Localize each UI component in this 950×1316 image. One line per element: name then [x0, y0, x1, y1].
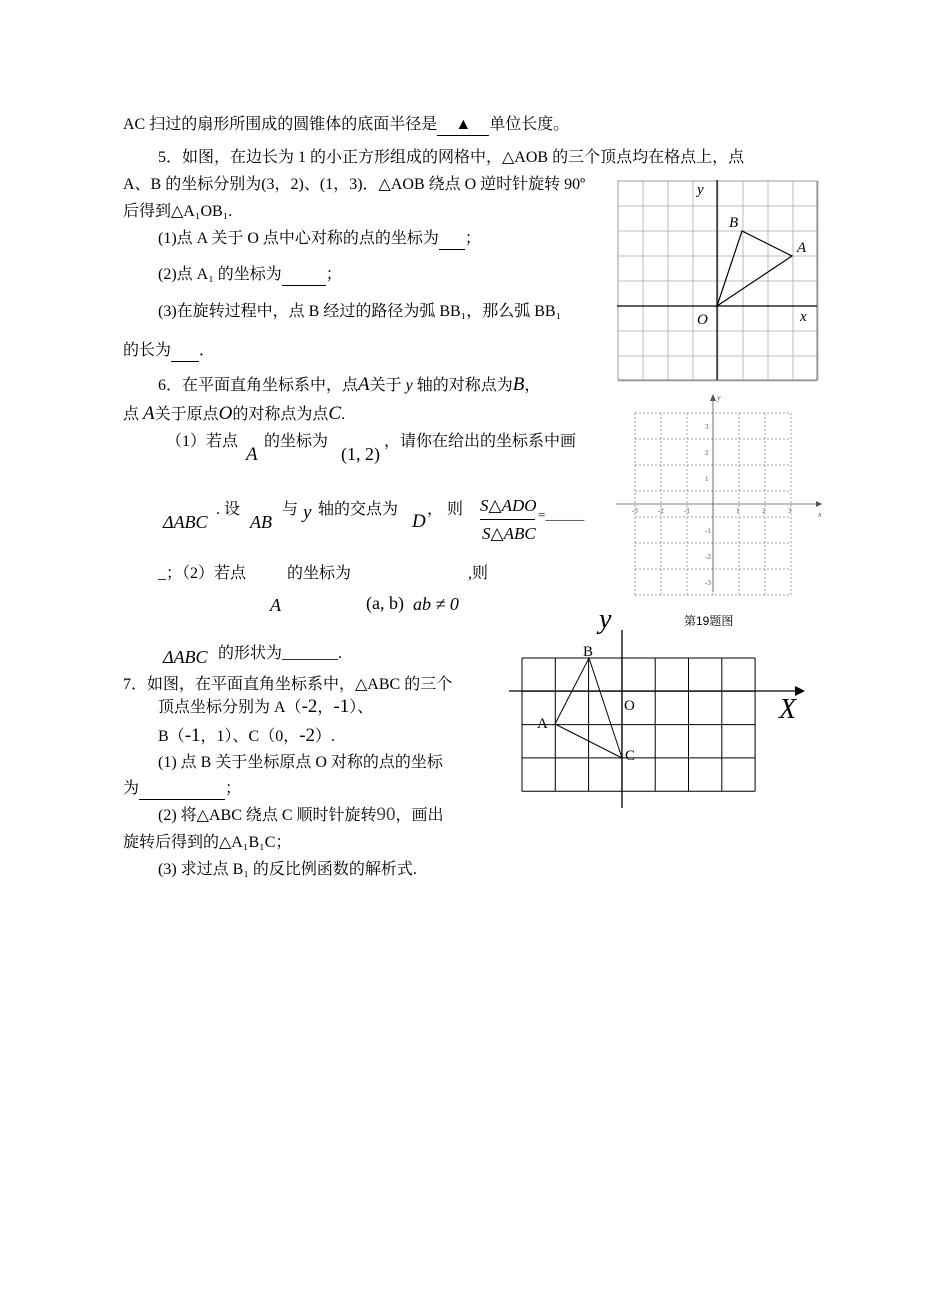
p6-var-O: O — [218, 403, 233, 424]
p6-q2-A: A — [270, 595, 281, 615]
p5-q3b-text: 的长为 — [123, 342, 172, 359]
x-tick-label: 3 — [788, 507, 792, 515]
p5-fig-A: A — [797, 240, 807, 256]
p5-fig-y: y — [697, 182, 704, 198]
p6-l1b: 关于 — [369, 377, 402, 394]
y-tick-label: 1 — [705, 475, 709, 483]
p5-line1: 5．如图，在边长为 1 的小正方形组成的网格中，△AOB 的三个顶点均在格点上，点 — [158, 149, 745, 166]
p6-q1f: 轴的交点为 — [318, 501, 399, 518]
y-tick-label: -3 — [705, 579, 711, 587]
x-tick-label: -2 — [658, 507, 664, 515]
p5-q3: (3)在旋转过程中，点 B 经过的路径为弧 BB₁，那么弧 BB₁ — [158, 303, 562, 320]
p7-fig-A: A — [537, 716, 548, 732]
p7-v1: -2 — [301, 696, 318, 717]
p7-line2 — [158, 697, 373, 718]
p6-q1-A: A — [246, 444, 258, 465]
p5-fig-B: B — [729, 215, 739, 231]
p6-l1d: ， — [524, 377, 541, 394]
p6-caption: 第19题图 — [684, 614, 734, 628]
p7-fig-y: y — [599, 604, 612, 635]
p7-grid-figure — [505, 600, 813, 812]
p7-l3c: ）. — [315, 728, 336, 745]
p6-q2d: 的形状为_______. — [218, 645, 343, 662]
p7-fig-O: O — [624, 698, 635, 714]
p7-line1: 7．如图，在平面直角坐标系中，△ABC 的三个 — [123, 676, 453, 693]
p6-fig-y: y — [717, 393, 721, 402]
p5-q2 — [158, 265, 342, 286]
x-tick-label: 2 — [762, 507, 766, 515]
p7-l3a: B（ — [158, 728, 185, 745]
p7-l2b: ， — [317, 699, 334, 716]
p4-text: AC 扫过的扇形所围成的圆锥体的底面半径是 — [123, 116, 438, 133]
p6-q2c: ,则 — [468, 565, 489, 582]
p7-q2-text: (2) 将△ABC 绕点 C 顺时针旋转 — [158, 807, 377, 824]
p6-AB: AB — [250, 512, 272, 532]
p6-l2b: 关于原点 — [154, 406, 219, 423]
p7-q3: (3) 求过点 B₁ 的反比例函数的解析式. — [158, 861, 417, 878]
p7-fig-C: C — [625, 748, 636, 764]
p6-l2d: . — [341, 406, 346, 423]
p6-frac-bar — [480, 519, 535, 520]
p5-fig-O: O — [697, 312, 708, 328]
p7-fig-B: B — [583, 644, 594, 660]
p5-line2: A、B 的坐标分别为(3，2)、(1，3)．△AOB 绕点 O 逆时针旋转 90º — [123, 176, 586, 193]
p6-coord: (1, 2) — [341, 444, 380, 464]
p6-q1g: ， 则 — [427, 501, 464, 518]
p6-var-C: C — [328, 403, 342, 424]
p4-line — [123, 115, 569, 136]
p6-q1a: （1）若点 — [166, 433, 239, 450]
p4-blank: ▲ — [437, 115, 489, 136]
p6-frac-num: S△ADO — [480, 496, 537, 515]
p6-var-A2: A — [143, 403, 155, 424]
p6-eq: =______ — [538, 507, 585, 522]
p5-grid-figure — [617, 180, 819, 382]
p5-fig-x: x — [800, 309, 807, 325]
p6-l2a: 点 — [123, 406, 140, 423]
p5-q3b-end: ． — [199, 342, 216, 359]
p6-axes-figure — [612, 392, 830, 632]
p5-q2-text: (2)点 A₁ 的坐标为 — [158, 266, 282, 283]
p6-neq: ab ≠ 0 — [413, 594, 459, 614]
y-tick-label: -2 — [705, 553, 711, 561]
y-tick-label: -1 — [705, 527, 711, 535]
p6-q1c: ，请你在给出的坐标系中画 — [384, 433, 577, 450]
p6-fig-x: x — [818, 510, 822, 519]
p7-v2: -1 — [333, 696, 350, 717]
p7-line3 — [158, 726, 335, 747]
p5-q1 — [158, 229, 481, 250]
p6-tri2: ΔABC — [163, 647, 208, 667]
p7-q1b-text: 为 — [123, 780, 140, 797]
p6-q2a: _；（2）若点 — [158, 565, 247, 582]
p5-q1-end: ； — [464, 230, 481, 247]
p6-var-A: A — [358, 374, 370, 395]
x-tick-label: 1 — [736, 507, 740, 515]
p7-q2-end: ，画出 — [395, 807, 444, 824]
p7-v4: -2 — [299, 725, 316, 746]
p6-q1e: 与 — [282, 501, 299, 518]
p6-l1a: 6．在平面直角坐标系中，点 — [158, 377, 359, 394]
p7-q1: (1) 点 B 关于坐标原点 O 对称的点的坐标 — [158, 754, 443, 771]
y-tick-label: 2 — [705, 449, 709, 457]
x-tick-label: -3 — [632, 507, 638, 515]
p6-tri: ΔABC — [163, 512, 208, 532]
p7-l3b: ，1）、C（0， — [200, 728, 300, 745]
p7-v3: -1 — [184, 725, 201, 746]
p6-l2c: 的对称点为点 — [232, 406, 329, 423]
p5-q2-end: ； — [325, 266, 342, 283]
p7-l2a: 顶点坐标分别为 A（ — [158, 699, 302, 716]
p5-q1-text: (1)点 A 关于 O 点中心对称的点的坐标为 — [158, 230, 439, 247]
p6-q1d: . 设 — [216, 501, 241, 518]
p7-deg: 90 — [376, 804, 396, 825]
p6-l1c: 轴的对称点为 — [416, 377, 513, 394]
p6-frac-den: S△ABC — [482, 524, 536, 543]
p6-line2 — [123, 404, 345, 425]
p6-q2b: 的坐标为 — [287, 565, 352, 582]
x-tick-label: -1 — [684, 507, 690, 515]
p7-l2c: ）、 — [349, 699, 374, 716]
p7-fig-x: X — [779, 694, 797, 725]
p7-q1b — [123, 779, 241, 800]
p6-q1b: 的坐标为 — [264, 433, 329, 450]
p6-var-B: B — [512, 374, 525, 395]
p6-line1 — [158, 375, 540, 396]
p6-y2: y — [303, 502, 312, 523]
p6-var-y: y — [405, 377, 413, 394]
p5-q3b — [123, 341, 215, 362]
y-tick-label: 3 — [705, 423, 709, 431]
p7-q2b: 旋转后得到的△A₁B₁C； — [123, 834, 292, 851]
p6-D: D — [412, 511, 426, 532]
p4-tail: 单位长度。 — [489, 116, 570, 133]
p7-q2 — [158, 805, 444, 826]
p7-q1b-end: ； — [225, 780, 242, 797]
p6-ab: (a, b) — [366, 593, 404, 613]
p5-line3: 后得到△A₁OB₁. — [123, 203, 233, 220]
